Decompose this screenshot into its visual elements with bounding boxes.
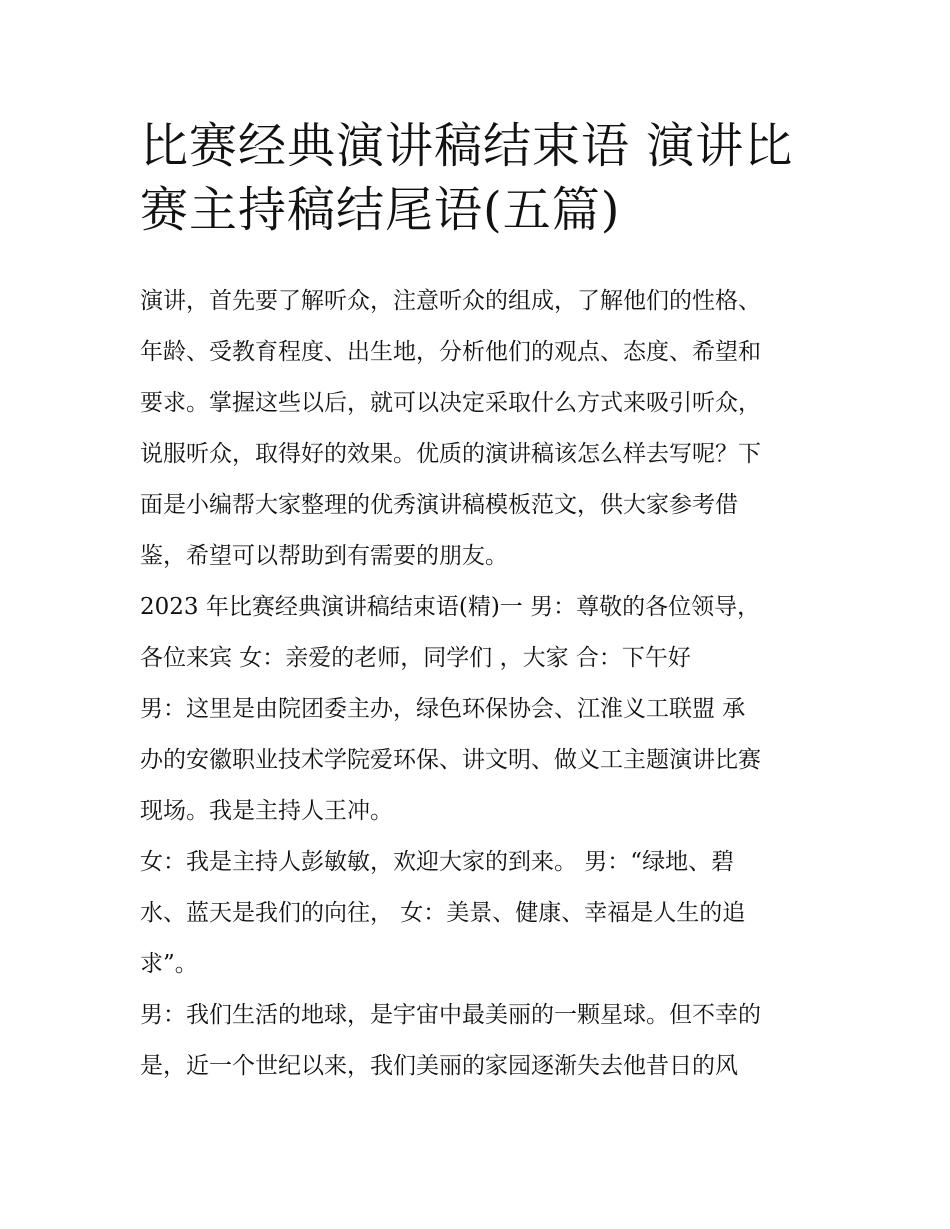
title-line: 比赛经典演讲稿结束语 演讲比	[140, 118, 794, 174]
document-body	[140, 276, 830, 1092]
paragraph-host-male-intro: 男：这里是由院团委主办，绿色环保协会、江淮义工联盟 承 办的安徽职业技术学院爱环保、讲文明、做义工主题演讲比赛 现场。我是主持人王冲。	[140, 696, 761, 824]
title-line: 赛主持稿结尾语(五篇)	[140, 182, 621, 238]
document-title	[140, 114, 830, 242]
paragraph-intro: 演讲，首先要了解听众，注意听众的组成，了解他们的性格、 年龄、受教育程度、出生地，分析他们的观点、态度、希望和 要求。掌握这些以后，就可以决定采取什么方式来吸引听众， 说服听众，取得好的效果。优质的演讲稿该怎么样去写呢？下 面是小编帮大家整理的优秀演讲稿模板范文，供大家参考借 鉴，希望可以帮助到有需要的朋友。	[140, 288, 761, 569]
paragraph-opening: 2023 年比赛经典演讲稿结束语(精)一 男：尊敬的各位领导， 各位来宾 女：亲爱的老师，同学们 ，大家 合：下午好	[140, 594, 761, 671]
paragraph-earth: 男：我们生活的地球，是宇宙中最美丽的一颗星球。但不幸的 是，近一个世纪以来，我们美丽的家园逐渐失去他昔日的风	[140, 1002, 761, 1079]
paragraph-host-female-intro: 女：我是主持人彭敏敏，欢迎大家的到来。 男：“绿地、碧 水、蓝天是我们的向往， 女：美景、健康、幸福是人生的追 求”。	[140, 849, 746, 977]
